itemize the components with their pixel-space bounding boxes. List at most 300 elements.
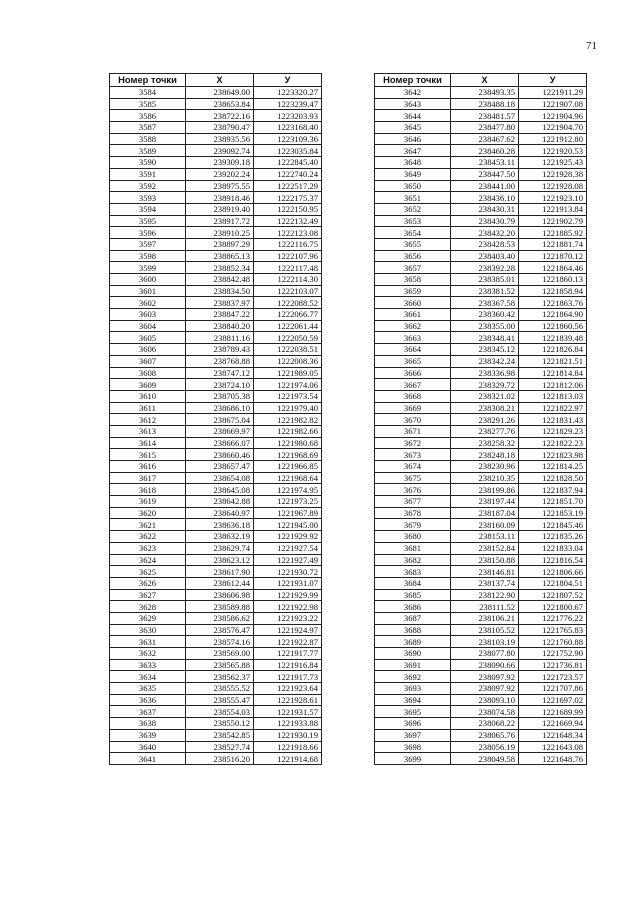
cell-point-number: 3645 [375,122,451,134]
cell-y: 1222123.08 [254,227,322,239]
cell-x: 238917.72 [186,215,254,227]
cell-point-number: 3588 [110,133,186,145]
cell-x: 238666.07 [186,437,254,449]
cell-y: 1222107.96 [254,250,322,262]
cell-point-number: 3658 [375,274,451,286]
cell-y: 1221914.68 [254,753,322,765]
cell-y: 1221911.29 [519,87,587,99]
cell-y: 1221980.68 [254,437,322,449]
cell-x: 238381.52 [451,285,519,297]
cell-x: 238565.88 [186,659,254,671]
table-row [110,601,322,613]
table-header-row [110,74,322,87]
cell-y: 1221973.25 [254,496,322,508]
cell-y: 1221916.84 [254,659,322,671]
table-row [110,659,322,671]
cell-x: 238367.58 [451,297,519,309]
cell-x: 238065.76 [451,729,519,741]
cell-x: 238612.44 [186,577,254,589]
cell-y: 1221752.90 [519,648,587,660]
cell-x: 238975.55 [186,180,254,192]
cell-y: 1221648.34 [519,729,587,741]
cell-point-number: 3592 [110,180,186,192]
cell-point-number: 3649 [375,168,451,180]
cell-point-number: 3679 [375,519,451,531]
cell-y: 1221697.02 [519,694,587,706]
cell-point-number: 3653 [375,215,451,227]
table-row [375,706,587,718]
cell-x: 238447.50 [451,168,519,180]
table-row [110,285,322,297]
cell-x: 238705.38 [186,390,254,402]
table-row [110,133,322,145]
cell-y: 1223239.47 [254,98,322,110]
cell-x: 238527.74 [186,741,254,753]
cell-x: 238654.08 [186,472,254,484]
table-row [110,87,322,99]
cell-y: 1222008.36 [254,355,322,367]
cell-y: 1221929.92 [254,531,322,543]
cell-x: 238617.90 [186,566,254,578]
cell-y: 1221931.57 [254,706,322,718]
table-row [375,309,587,321]
cell-point-number: 3635 [110,683,186,695]
cell-y: 1222066.77 [254,309,322,321]
table-row [110,110,322,122]
table-row [110,414,322,426]
cell-y: 1221864.46 [519,262,587,274]
table-row [375,472,587,484]
table-row [110,753,322,765]
table-row [375,157,587,169]
cell-y: 1221904.70 [519,122,587,134]
cell-y: 1221924.97 [254,624,322,636]
cell-x: 238865.13 [186,250,254,262]
cell-point-number: 3698 [375,741,451,753]
cell-y: 1221927.49 [254,554,322,566]
cell-point-number: 3648 [375,157,451,169]
cell-point-number: 3600 [110,274,186,286]
cell-x: 238493.35 [451,87,519,99]
cell-y: 1221885.92 [519,227,587,239]
table-row [110,344,322,356]
cell-y: 1221968.64 [254,472,322,484]
cell-y: 1221920.53 [519,145,587,157]
table-row [110,402,322,414]
cell-y: 1221979.40 [254,402,322,414]
cell-point-number: 3604 [110,320,186,332]
cell-x: 238153.11 [451,531,519,543]
cell-x: 238321.02 [451,390,519,402]
cell-y: 1222132.49 [254,215,322,227]
cell-x: 238724.10 [186,379,254,391]
cell-x: 238897.29 [186,238,254,250]
cell-x: 238675.04 [186,414,254,426]
table-row [375,133,587,145]
cell-point-number: 3666 [375,367,451,379]
cell-point-number: 3694 [375,694,451,706]
table-row [375,297,587,309]
cell-x: 238768.88 [186,355,254,367]
cell-point-number: 3594 [110,203,186,215]
table-row [375,238,587,250]
cell-x: 238160.09 [451,519,519,531]
cell-point-number: 3689 [375,636,451,648]
cell-point-number: 3636 [110,694,186,706]
cell-point-number: 3674 [375,461,451,473]
table-row [375,203,587,215]
cell-x: 238146.81 [451,566,519,578]
cell-x: 238277.76 [451,425,519,437]
cell-y: 1221829.23 [519,425,587,437]
table-row [375,379,587,391]
cell-y: 1221804.51 [519,577,587,589]
cell-y: 1221927.54 [254,542,322,554]
cell-x: 238919.40 [186,203,254,215]
cell-x: 238106.21 [451,612,519,624]
cell-y: 1221776.22 [519,612,587,624]
cell-point-number: 3626 [110,577,186,589]
cell-point-number: 3614 [110,437,186,449]
cell-y: 1221881.74 [519,238,587,250]
cell-y: 1221928.08 [519,180,587,192]
cell-point-number: 3610 [110,390,186,402]
cell-point-number: 3646 [375,133,451,145]
cell-point-number: 3609 [110,379,186,391]
cell-y: 1221933.88 [254,718,322,730]
cell-y: 1221826.84 [519,344,587,356]
cell-y: 1221923.64 [254,683,322,695]
cell-x: 238747.12 [186,367,254,379]
cell-point-number: 3642 [375,87,451,99]
cell-y: 1221833.04 [519,542,587,554]
cell-y: 1222114.30 [254,274,322,286]
table-row [375,531,587,543]
cell-x: 238074.58 [451,706,519,718]
cell-x: 238103.19 [451,636,519,648]
table-row [375,215,587,227]
cell-x: 238837.97 [186,297,254,309]
header-y: У [519,74,587,87]
cell-x: 238093.10 [451,694,519,706]
cell-y: 1222103.07 [254,285,322,297]
table-row [375,262,587,274]
cell-point-number: 3671 [375,425,451,437]
cell-y: 1221860.13 [519,274,587,286]
cell-y: 1221765.83 [519,624,587,636]
table-row [110,238,322,250]
cell-x: 238840.20 [186,320,254,332]
cell-x: 238329.72 [451,379,519,391]
cell-point-number: 3650 [375,180,451,192]
cell-x: 238653.84 [186,98,254,110]
cell-x: 238122.90 [451,589,519,601]
cell-point-number: 3655 [375,238,451,250]
cell-y: 1221807.52 [519,589,587,601]
cell-y: 1221800.67 [519,601,587,613]
table-row [375,484,587,496]
cell-x: 238308.21 [451,402,519,414]
cell-point-number: 3684 [375,577,451,589]
cell-x: 238105.52 [451,624,519,636]
table-row [110,729,322,741]
table-row [110,168,322,180]
cell-y: 1221806.66 [519,566,587,578]
cell-point-number: 3621 [110,519,186,531]
header-y: У [254,74,322,87]
cell-point-number: 3619 [110,496,186,508]
cell-point-number: 3688 [375,624,451,636]
cell-y: 1221930.72 [254,566,322,578]
cell-point-number: 3605 [110,332,186,344]
cell-y: 1221707.86 [519,683,587,695]
table-row [375,110,587,122]
cell-x: 238097.92 [451,671,519,683]
cell-y: 1221968.69 [254,449,322,461]
coordinates-table-right [374,73,587,765]
cell-y: 1222150.95 [254,203,322,215]
cell-y: 1222740.24 [254,168,322,180]
table-row [375,507,587,519]
table-row [375,98,587,110]
cell-y: 1221930.19 [254,729,322,741]
cell-point-number: 3620 [110,507,186,519]
cell-y: 1221945.00 [254,519,322,531]
cell-x: 238842.48 [186,274,254,286]
cell-y: 1221966.85 [254,461,322,473]
cell-x: 238586.62 [186,612,254,624]
cell-y: 1221982.66 [254,425,322,437]
cell-point-number: 3603 [110,309,186,321]
table-row [110,332,322,344]
table-row [375,192,587,204]
table-row [110,507,322,519]
cell-point-number: 3627 [110,589,186,601]
cell-x: 238441.00 [451,180,519,192]
cell-y: 1221923.22 [254,612,322,624]
table-row [110,648,322,660]
page-number: 71 [586,40,597,52]
cell-point-number: 3639 [110,729,186,741]
cell-x: 238722.16 [186,110,254,122]
cell-x: 239092.74 [186,145,254,157]
table-row [110,496,322,508]
cell-y: 1221812.06 [519,379,587,391]
cell-point-number: 3586 [110,110,186,122]
cell-x: 238077.80 [451,648,519,660]
cell-x: 238111.52 [451,601,519,613]
table-row [375,449,587,461]
cell-y: 1221858.94 [519,285,587,297]
cell-point-number: 3695 [375,706,451,718]
table-row [110,718,322,730]
cell-y: 1221922.87 [254,636,322,648]
cell-point-number: 3692 [375,671,451,683]
cell-point-number: 3654 [375,227,451,239]
cell-x: 238935.56 [186,133,254,145]
table-row [375,519,587,531]
cell-y: 1221689.99 [519,706,587,718]
cell-x: 238090.66 [451,659,519,671]
table-row [375,496,587,508]
cell-y: 1221822.97 [519,402,587,414]
cell-x: 238642.88 [186,496,254,508]
table-row [375,122,587,134]
cell-point-number: 3641 [110,753,186,765]
header-point-number: Номер точки [375,74,451,87]
table-row [110,309,322,321]
table-row [375,227,587,239]
header-x: X [451,74,519,87]
cell-point-number: 3615 [110,449,186,461]
cell-y: 1221760.88 [519,636,587,648]
cell-point-number: 3622 [110,531,186,543]
table-row [110,554,322,566]
cell-y: 1221860.56 [519,320,587,332]
cell-x: 238049.58 [451,753,519,765]
cell-x: 238562.37 [186,671,254,683]
cell-point-number: 3667 [375,379,451,391]
cell-y: 1221736.81 [519,659,587,671]
cell-point-number: 3686 [375,601,451,613]
cell-x: 238686.10 [186,402,254,414]
cell-x: 238137.74 [451,577,519,589]
cell-y: 1221816.54 [519,554,587,566]
table-row [110,461,322,473]
cell-y: 1221837.94 [519,484,587,496]
cell-x: 238258.32 [451,437,519,449]
table-row [110,519,322,531]
cell-y: 1221821.51 [519,355,587,367]
cell-x: 238542.85 [186,729,254,741]
cell-y: 1223320.27 [254,87,322,99]
cell-point-number: 3680 [375,531,451,543]
cell-point-number: 3669 [375,402,451,414]
cell-point-number: 3678 [375,507,451,519]
cell-point-number: 3591 [110,168,186,180]
table-row [110,531,322,543]
cell-x: 238210.35 [451,472,519,484]
cell-point-number: 3602 [110,297,186,309]
cell-y: 1221929.99 [254,589,322,601]
cell-y: 1223203.93 [254,110,322,122]
table-row [375,402,587,414]
table-row [110,636,322,648]
cell-y: 1221907.08 [519,98,587,110]
table-row [110,577,322,589]
cell-x: 238385.01 [451,274,519,286]
cell-point-number: 3612 [110,414,186,426]
table-row [375,542,587,554]
table-row [110,589,322,601]
cell-x: 238392.28 [451,262,519,274]
cell-x: 238477.80 [451,122,519,134]
table-row [110,379,322,391]
cell-y: 1222050.59 [254,332,322,344]
cell-point-number: 3675 [375,472,451,484]
cell-point-number: 3590 [110,157,186,169]
cell-x: 238623.12 [186,554,254,566]
cell-x: 238574.16 [186,636,254,648]
cell-point-number: 3697 [375,729,451,741]
cell-point-number: 3660 [375,297,451,309]
table-row [375,636,587,648]
table-row [110,683,322,695]
table-row [375,577,587,589]
cell-point-number: 3617 [110,472,186,484]
table-row [110,122,322,134]
cell-y: 1221839.48 [519,332,587,344]
cell-x: 238150.88 [451,554,519,566]
cell-x: 238430.79 [451,215,519,227]
table-row [110,355,322,367]
cell-point-number: 3672 [375,437,451,449]
cell-y: 1221648.76 [519,753,587,765]
cell-point-number: 3584 [110,87,186,99]
cell-point-number: 3606 [110,344,186,356]
cell-point-number: 3630 [110,624,186,636]
cell-point-number: 3677 [375,496,451,508]
table-row [375,274,587,286]
cell-y: 1221864.90 [519,309,587,321]
table-row [110,542,322,554]
cell-x: 238488.18 [451,98,519,110]
cell-x: 238345.12 [451,344,519,356]
cell-x: 238660.46 [186,449,254,461]
cell-x: 238068.22 [451,718,519,730]
table-row [110,425,322,437]
cell-y: 1221989.05 [254,367,322,379]
coordinates-table-left [109,73,322,765]
cell-point-number: 3647 [375,145,451,157]
cell-y: 1221813.03 [519,390,587,402]
cell-x: 238834.50 [186,285,254,297]
cell-x: 238291.26 [451,414,519,426]
cell-point-number: 3587 [110,122,186,134]
cell-point-number: 3651 [375,192,451,204]
cell-y: 1221835.26 [519,531,587,543]
table-row [110,741,322,753]
table-row [375,332,587,344]
table-row [375,250,587,262]
table-row [375,180,587,192]
cell-x: 239309.18 [186,157,254,169]
cell-y: 1221904.96 [519,110,587,122]
cell-point-number: 3607 [110,355,186,367]
table-row [375,425,587,437]
cell-point-number: 3608 [110,367,186,379]
cell-x: 238056.19 [451,741,519,753]
cell-y: 1221669.94 [519,718,587,730]
cell-point-number: 3683 [375,566,451,578]
cell-x: 238811.16 [186,332,254,344]
cell-y: 1221923.10 [519,192,587,204]
cell-y: 1222038.51 [254,344,322,356]
cell-y: 1221967.89 [254,507,322,519]
cell-point-number: 3624 [110,554,186,566]
cell-x: 238852.34 [186,262,254,274]
cell-y: 1222517.29 [254,180,322,192]
cell-x: 238348.41 [451,332,519,344]
cell-y: 1221917.77 [254,648,322,660]
table-row [375,718,587,730]
cell-point-number: 3593 [110,192,186,204]
cell-y: 1221822.23 [519,437,587,449]
cell-x: 238336.98 [451,367,519,379]
cell-point-number: 3644 [375,110,451,122]
cell-x: 238199.86 [451,484,519,496]
cell-y: 1221917.73 [254,671,322,683]
